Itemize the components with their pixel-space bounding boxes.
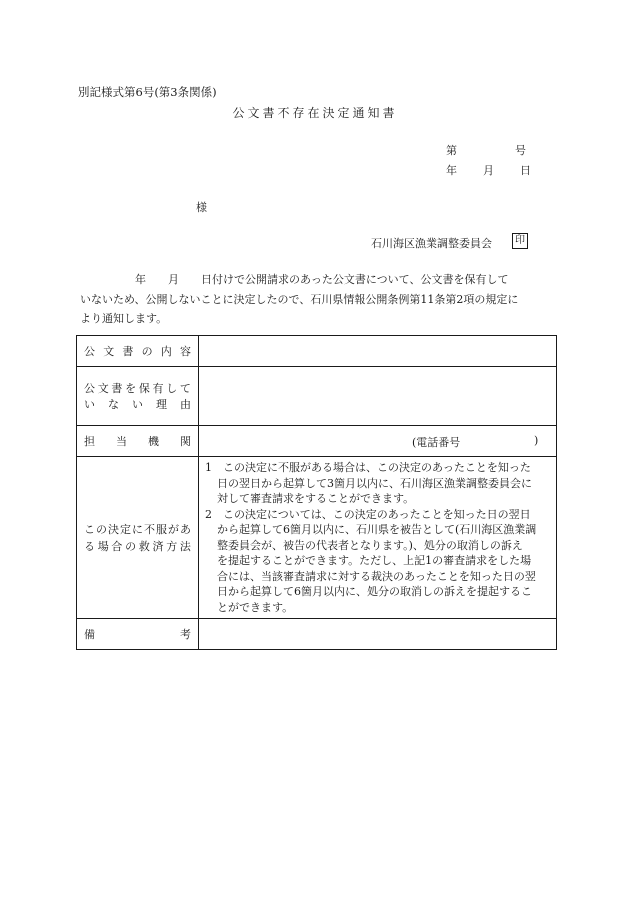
label-char: 場 [97,539,109,553]
remedy-line: とができます。 [217,600,294,614]
phone-number-label: (電話番号 [412,436,461,449]
label-char: 由 [180,398,191,411]
remedy-line: 日の翌日から起算して3箇月以内に、石川海区漁業調整委員会に [217,476,532,490]
dept-value-cell [199,426,557,457]
document-number-suffix: 号 [515,144,526,157]
label-char: 関 [180,435,191,448]
remedy-line: 2 この決定については、この決定のあったことを知った日の翌日 [205,507,531,521]
remedy-line: を提起することができます。ただし、上記1の審査請求をした場 [217,554,532,567]
reason-label-line-1 [77,380,198,396]
label-char: の [96,522,107,536]
table-row [77,619,557,650]
dept-label-cell [77,426,199,457]
label-char: る [84,539,95,553]
label-char: 理 [156,398,167,411]
label-char: 文 [103,345,115,358]
label-char: て [179,382,191,395]
label-char: 公 [84,382,95,395]
remedy-line: 整委員会が、被告の代表者となります。)、処分の取消しの訴え [217,538,523,552]
contents-value-cell [199,336,557,367]
reason-value-cell [199,367,557,426]
dept-label [77,433,198,449]
label-char: 服 [156,522,167,536]
label-char: 当 [116,435,127,448]
remedy-item-2 [205,507,550,616]
label-char: 書 [111,382,123,395]
label-char: 済 [152,539,164,553]
table-row [77,367,557,426]
label-char: い [132,398,143,411]
label-char: に [132,522,143,536]
issuer-name: 石川海区漁業調整委員会 [371,237,492,250]
label-char: 公 [84,345,95,358]
label-char: 方 [166,539,178,553]
body-line: いないため、公開しないことに決定したので、石川県情報公開条例第11条第2項の規定に [80,292,519,306]
table-row [77,336,557,367]
label-char: 備 [84,628,95,641]
label-char: 文 [97,382,109,395]
table-row [77,426,557,457]
label-char: の [141,345,153,358]
phone-number-close: ) [534,434,539,447]
label-char: 担 [84,435,95,448]
remedy-item-1 [205,460,550,507]
label-char: を [125,382,137,395]
body-line: 年 月 日付けで公開請求のあった公文書について、公文書を保有して [80,273,509,286]
reason-label-cell [77,367,199,426]
form-number: 別記様式第6号(第3条関係) [78,85,217,99]
notice-table [76,335,557,650]
label-char: こ [84,522,95,536]
label-char: し [166,382,178,395]
remedy-line: 日から起算して6箇月以内に、処分の取消しの訴えを提起するこ [217,585,532,598]
note-label-cell [77,619,199,650]
remedy-line: 合には、当該審査請求に対する裁決のあったことを知った日の翌 [217,569,536,583]
label-char: 機 [148,435,159,448]
label-char: の [125,539,137,553]
label-char: い [84,398,95,411]
table-row [77,457,557,619]
document-title: 公文書不存在決定通知書 [232,106,398,120]
label-char: な [108,398,119,411]
label-char: 有 [152,382,164,395]
year-label: 年 [446,164,457,177]
addressee-suffix: 様 [196,201,207,214]
remedy-label-line-2 [77,538,198,555]
document-number-label: 第 [446,144,457,157]
issue-date [446,162,531,178]
label-char: 決 [108,522,119,536]
label-char: 法 [179,539,191,553]
month-label: 月 [483,164,494,177]
remedy-line: 対して審査請求をすることができます。 [217,492,415,505]
seal-mark: 印 [512,233,528,249]
label-char: 保 [138,382,150,395]
remedy-label-cell [77,457,199,619]
day-label: 日 [520,164,531,177]
reason-label-line-2 [77,396,198,412]
label-char: 内 [160,345,172,358]
label-char: 書 [122,345,134,358]
contents-label [77,343,198,359]
remedy-line: 1 この決定に不服がある場合は、この決定のあったことを知った [205,461,531,474]
remedy-line: から起算して6箇月以内に、石川県を被告として(石川海区漁業調 [217,523,537,536]
label-char: 救 [138,539,150,553]
label-char: 考 [180,628,191,641]
remedy-text-cell [199,457,557,619]
body-line: より通知します。 [80,312,168,325]
label-char: が [168,522,179,536]
label-char: 定 [120,522,131,536]
note-label [77,626,198,642]
remedy-label-line-1 [77,521,198,538]
label-char: 不 [144,522,155,536]
label-char: 容 [179,345,191,358]
contents-label-cell [77,336,199,367]
note-value-cell [199,619,557,650]
notice-body [80,270,560,329]
label-char: あ [180,522,191,536]
label-char: 合 [111,539,123,553]
